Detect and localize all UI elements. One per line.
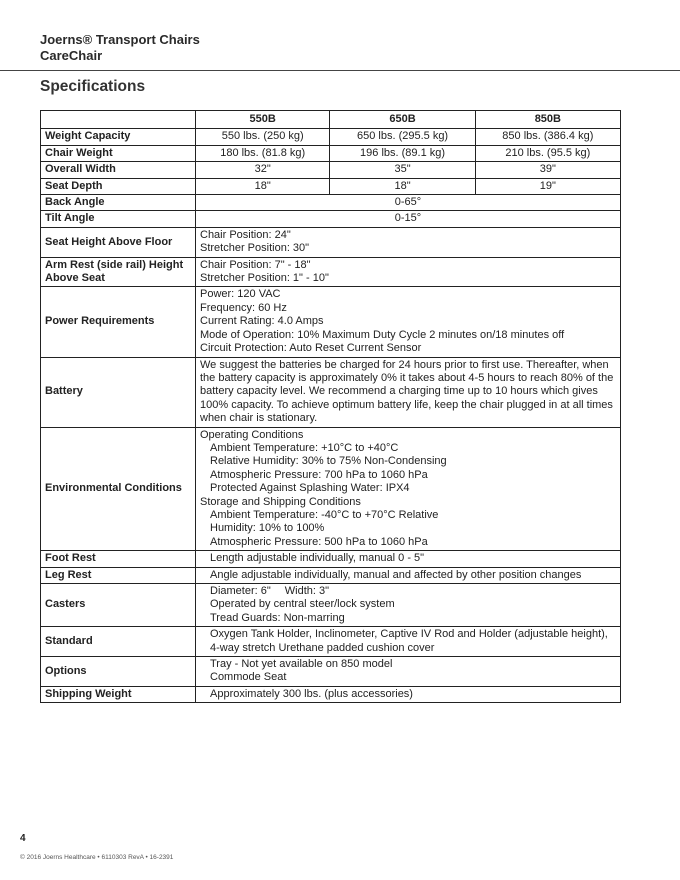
header-empty-cell (41, 111, 196, 129)
options-commode: Commode Seat (210, 671, 287, 684)
arm-rest-chair: Chair Position: 7" - 18" (200, 258, 311, 271)
table-row (41, 257, 621, 287)
column-header-850b: 850B (475, 111, 620, 129)
operating-heading: Operating Conditions (200, 428, 304, 441)
cell-leg-rest: Angle adjustable individually, manual and affected by other position changes (196, 567, 621, 583)
page-number: 4 (20, 833, 26, 844)
table-row (41, 178, 621, 194)
storage-humidity: Humidity: 10% to 100% (210, 522, 325, 535)
arm-rest-stretcher: Stretcher Position: 1" - 10" (200, 272, 329, 285)
cell-arm-rest (196, 257, 621, 287)
header-product-line: CareChair (40, 48, 103, 63)
row-label-options: Options (41, 657, 196, 687)
row-label-overall-width: Overall Width (41, 162, 196, 178)
cell-chair-weight-650b: 196 lbs. (89.1 kg) (330, 145, 475, 161)
row-label-shipping-weight: Shipping Weight (41, 686, 196, 702)
table-row (41, 195, 621, 211)
table-row (41, 287, 621, 357)
cell-tilt-angle: 0-15° (196, 211, 621, 227)
row-label-weight-capacity: Weight Capacity (41, 129, 196, 145)
cell-power (196, 287, 621, 357)
column-header-650b: 650B (330, 111, 475, 129)
section-title: Specifications (40, 78, 146, 95)
row-label-arm-rest: Arm Rest (side rail) Height Above Seat (41, 257, 196, 287)
power-frequency: Frequency: 60 Hz (200, 301, 287, 314)
table-row (41, 657, 621, 687)
table-row (41, 627, 621, 657)
power-circuit: Circuit Protection: Auto Reset Current Sensor (200, 342, 422, 355)
cell-chair-weight-550b: 180 lbs. (81.8 kg) (196, 145, 330, 161)
row-label-seat-height: Seat Height Above Floor (41, 227, 196, 257)
table-row (41, 427, 621, 551)
table-row (41, 227, 621, 257)
row-label-environmental: Environmental Conditions (41, 427, 196, 551)
row-label-standard: Standard (41, 627, 196, 657)
power-current: Current Rating: 4.0 Amps (200, 315, 324, 328)
table-row (41, 567, 621, 583)
table-row (41, 145, 621, 161)
power-mode: Mode of Operation: 10% Maximum Duty Cycle 2 minutes on/18 minutes off (200, 328, 565, 341)
document-header (40, 32, 200, 64)
cell-back-angle: 0-65° (196, 195, 621, 211)
cell-options (196, 657, 621, 687)
row-label-leg-rest: Leg Rest (41, 567, 196, 583)
cell-seat-depth-850b: 19" (475, 178, 620, 194)
options-tray: Tray - Not yet available on 850 model (210, 658, 393, 671)
seat-height-chair: Chair Position: 24" (200, 228, 291, 241)
cell-weight-capacity-550b: 550 lbs. (250 kg) (196, 129, 330, 145)
cell-overall-width-550b: 32" (196, 162, 330, 178)
cell-shipping-weight: Approximately 300 lbs. (plus accessories) (196, 686, 621, 702)
row-label-back-angle: Back Angle (41, 195, 196, 211)
operating-splash: Protected Against Splashing Water: IPX4 (210, 482, 410, 495)
row-label-power: Power Requirements (41, 287, 196, 357)
operating-temperature: Ambient Temperature: +10°C to +40°C (210, 441, 399, 454)
casters-steer: Operated by central steer/lock system (210, 598, 395, 611)
table-row (41, 162, 621, 178)
cell-seat-depth-550b: 18" (196, 178, 330, 194)
cell-standard: Oxygen Tank Holder, Inclinometer, Captive IV Rod and Holder (adjustable height), 4-way stretch Urethane padded cushion cover (196, 627, 621, 657)
operating-humidity: Relative Humidity: 30% to 75% Non-Condensing (210, 455, 447, 468)
row-label-tilt-angle: Tilt Angle (41, 211, 196, 227)
operating-pressure: Atmospheric Pressure: 700 hPa to 1060 hPa (210, 468, 428, 481)
cell-casters (196, 584, 621, 627)
casters-width: Width: 3" (284, 585, 330, 597)
table-row (41, 129, 621, 145)
cell-environmental (196, 427, 621, 551)
row-label-battery: Battery (41, 357, 196, 427)
table-row (41, 551, 621, 567)
storage-pressure: Atmospheric Pressure: 500 hPa to 1060 hPa (210, 535, 428, 548)
table-header-row (41, 111, 621, 129)
cell-seat-depth-650b: 18" (330, 178, 475, 194)
row-label-chair-weight: Chair Weight (41, 145, 196, 161)
cell-overall-width-650b: 35" (330, 162, 475, 178)
specifications-table (40, 110, 621, 703)
header-divider (0, 70, 680, 71)
table-row (41, 686, 621, 702)
footer-copyright: © 2016 Joerns Healthcare • 6110303 RevA • 16-2391 (20, 854, 174, 861)
table-row (41, 357, 621, 427)
cell-battery: We suggest the batteries be charged for 24 hours prior to first use. Thereafter, when the battery capacity is approximately 0% it takes about 4-5 hours to reach 80% of the battery capacity level. We recommend a charging time up to 10 hours which gives 100% capacity. To achieve optimum battery life, keep the chair plugged in at all times when chair is stationary. (196, 357, 621, 427)
row-label-casters: Casters (41, 584, 196, 627)
row-label-seat-depth: Seat Depth (41, 178, 196, 194)
row-label-foot-rest: Foot Rest (41, 551, 196, 567)
storage-temperature: Ambient Temperature: -40°C to +70°C Relative (210, 508, 439, 521)
casters-diameter: Diameter: 6" (210, 585, 271, 597)
cell-weight-capacity-650b: 650 lbs. (295.5 kg) (330, 129, 475, 145)
seat-height-stretcher: Stretcher Position: 30" (200, 242, 310, 255)
cell-weight-capacity-850b: 850 lbs. (386.4 kg) (475, 129, 620, 145)
column-header-550b: 550B (196, 111, 330, 129)
header-brand-line: Joerns® Transport Chairs (40, 32, 200, 47)
table-row (41, 211, 621, 227)
cell-overall-width-850b: 39" (475, 162, 620, 178)
table-row (41, 584, 621, 627)
cell-seat-height (196, 227, 621, 257)
cell-chair-weight-850b: 210 lbs. (95.5 kg) (475, 145, 620, 161)
storage-heading: Storage and Shipping Conditions (200, 495, 361, 508)
casters-tread: Tread Guards: Non-marring (210, 611, 345, 624)
cell-foot-rest: Length adjustable individually, manual 0 - 5" (196, 551, 621, 567)
casters-dimensions (210, 585, 616, 598)
power-voltage: Power: 120 VAC (200, 288, 281, 301)
